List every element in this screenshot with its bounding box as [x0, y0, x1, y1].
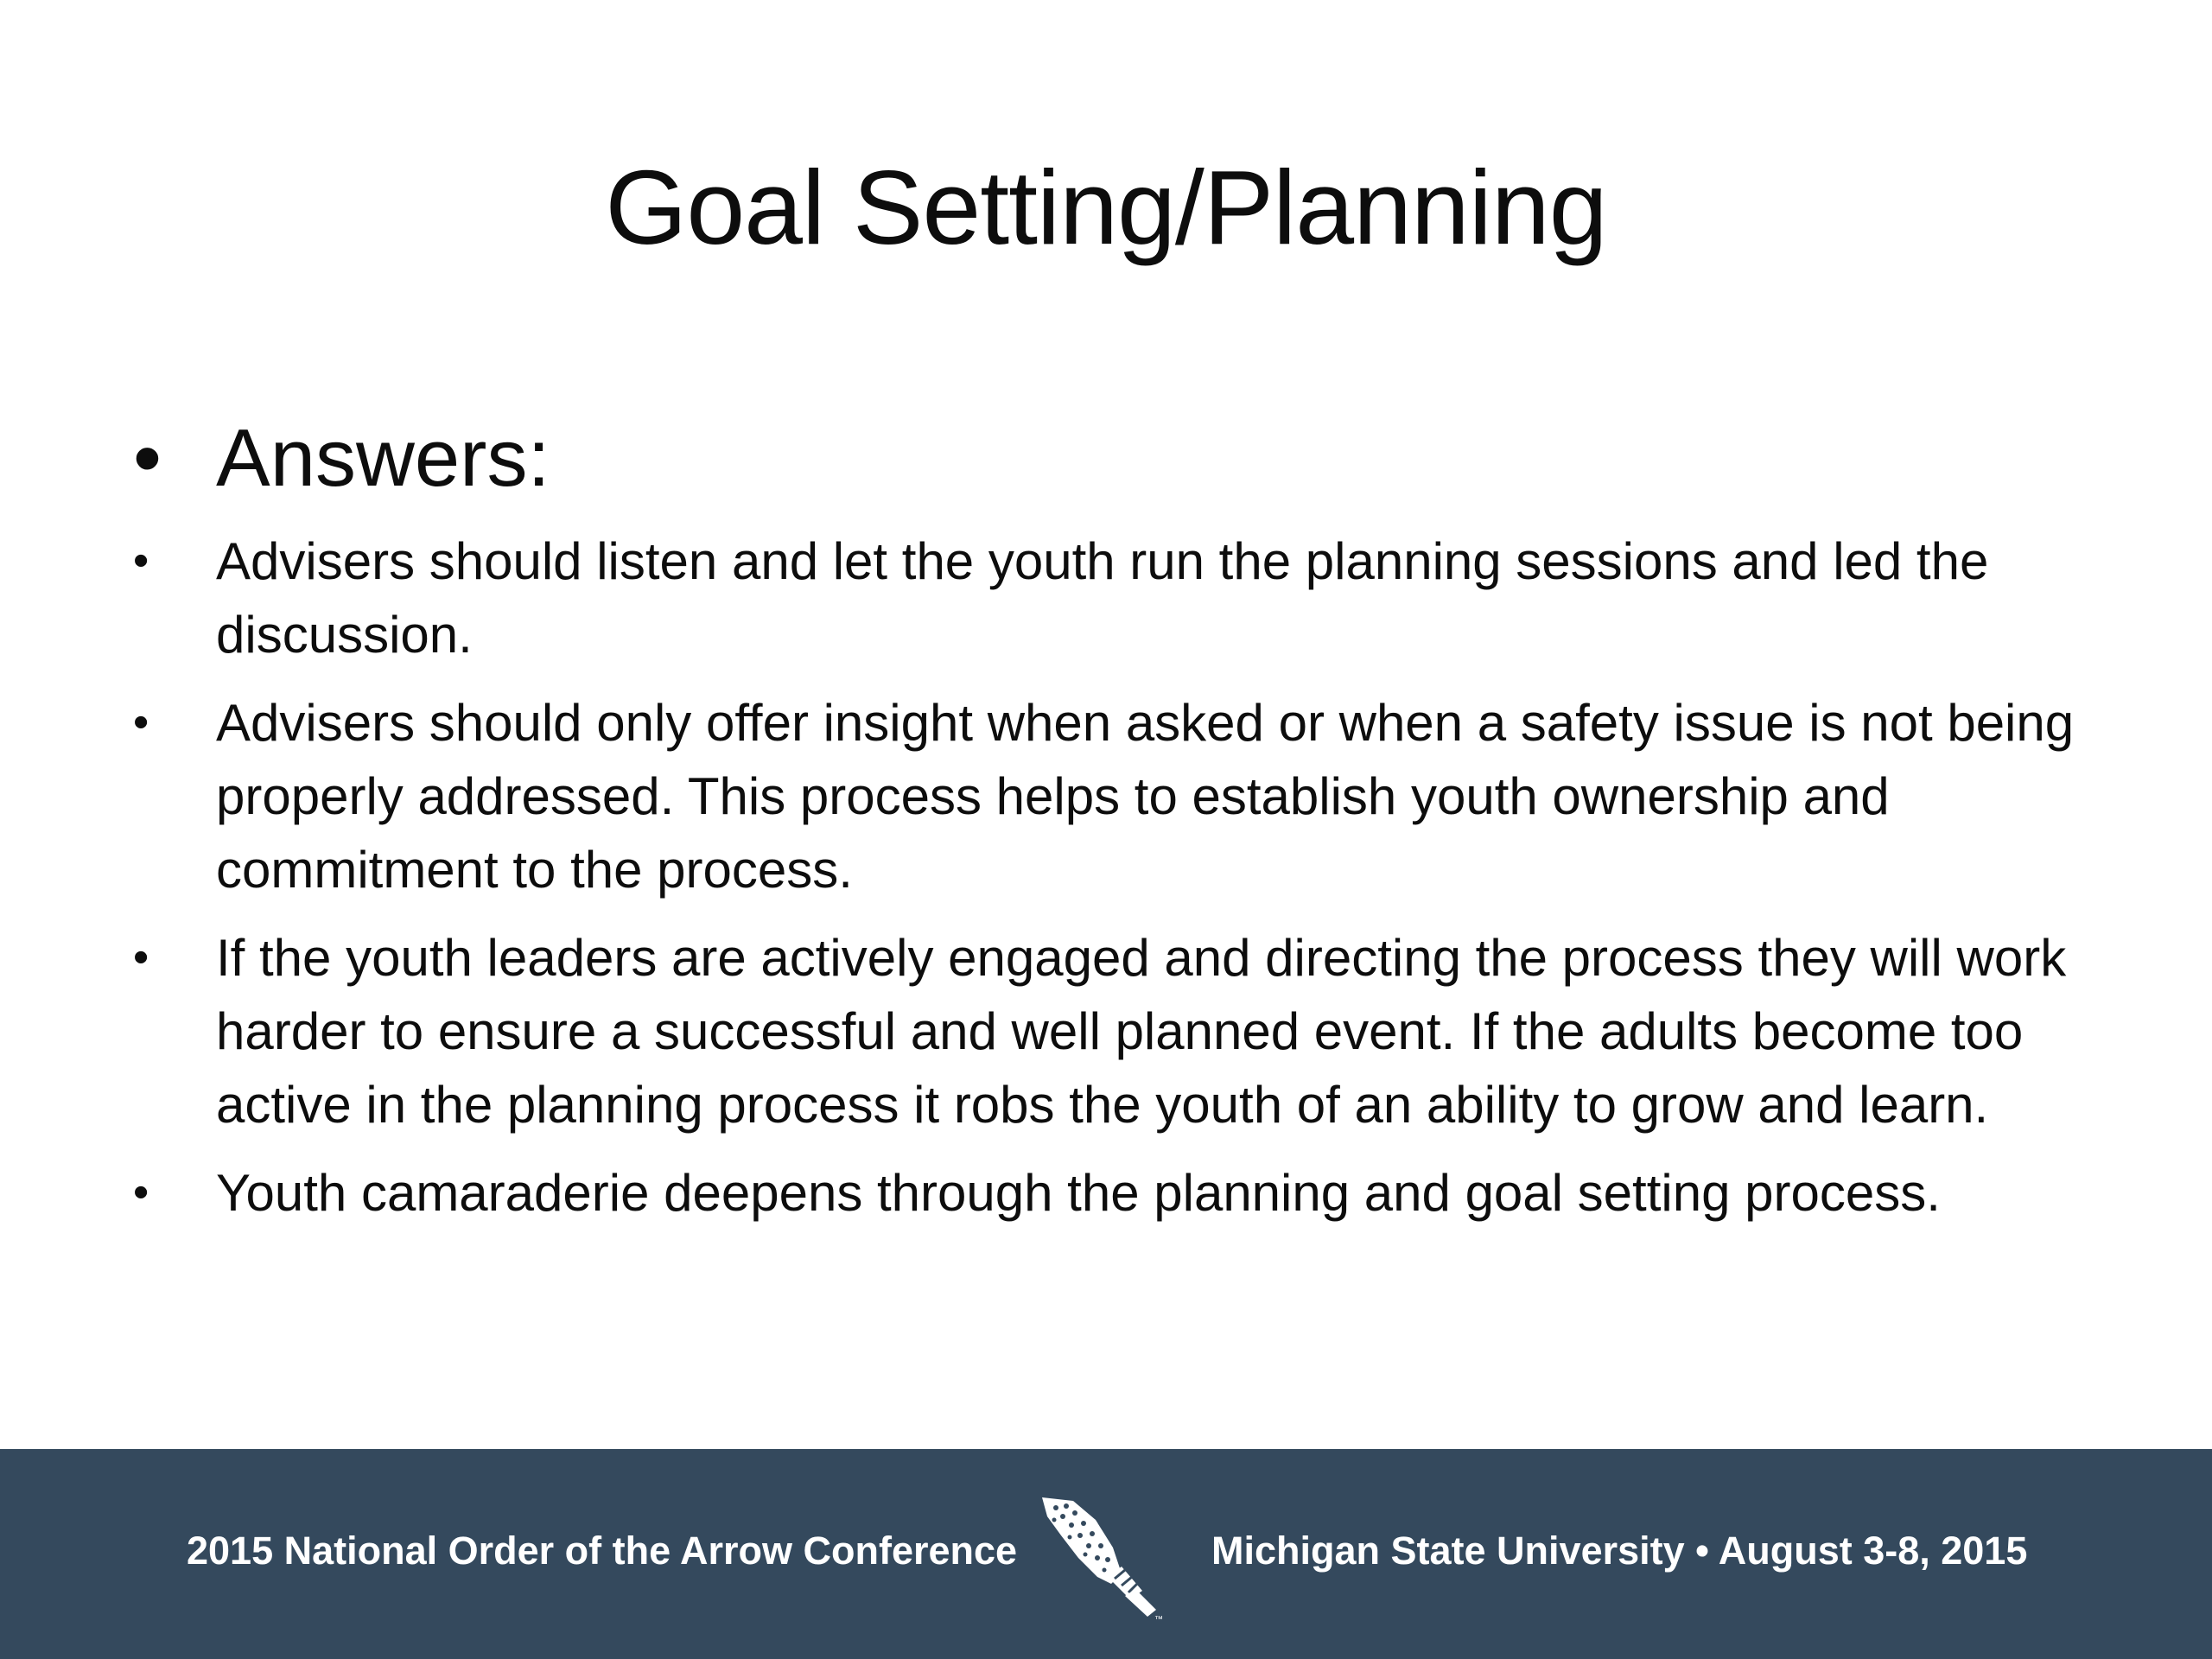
bullet-dot: •	[133, 932, 149, 982]
arrowhead-logo-icon	[1035, 1494, 1165, 1624]
bullet-item-text: If the youth leaders are actively engaged and directing the process they will work harder to ensure a successful and well planned event. If the adults become too active in the planning process it robs the youth of an ability to grow and learn.	[216, 929, 2067, 1134]
bullet-item-text: Advisers should only offer insight when asked or when a safety issue is not being properly addressed. This process helps to establish youth ownership and commitment to the process.	[216, 694, 2075, 899]
bullet-item	[130, 1156, 2082, 1230]
bullet-dot: •	[133, 536, 149, 586]
slide-title: Goal Setting/Planning	[605, 149, 1607, 266]
bullet-item	[130, 686, 2082, 906]
bullet-item-text: Youth camaraderie deepens through the planning and goal setting process.	[216, 1164, 1941, 1222]
bullet-dot: •	[133, 697, 149, 747]
conference-name: 2015 National Order of the Arrow Conference	[187, 1529, 1018, 1573]
bullet-heading	[130, 402, 2082, 514]
bullet-heading-text: Answers:	[216, 412, 550, 503]
bullet-item	[130, 921, 2082, 1141]
bullet-item	[130, 524, 2082, 671]
bullet-item-text: Advisers should listen and let the youth run the planning sessions and led the discussion.	[216, 532, 1989, 664]
bullet-list	[130, 402, 2082, 1244]
footer-bar	[0, 1449, 2212, 1659]
svg-text:™: ™	[1154, 1615, 1163, 1624]
conference-location-date: Michigan State University • August 3-8, 2015	[1211, 1529, 2028, 1573]
bullet-dot: •	[133, 412, 162, 503]
bullet-dot: •	[133, 1167, 149, 1217]
